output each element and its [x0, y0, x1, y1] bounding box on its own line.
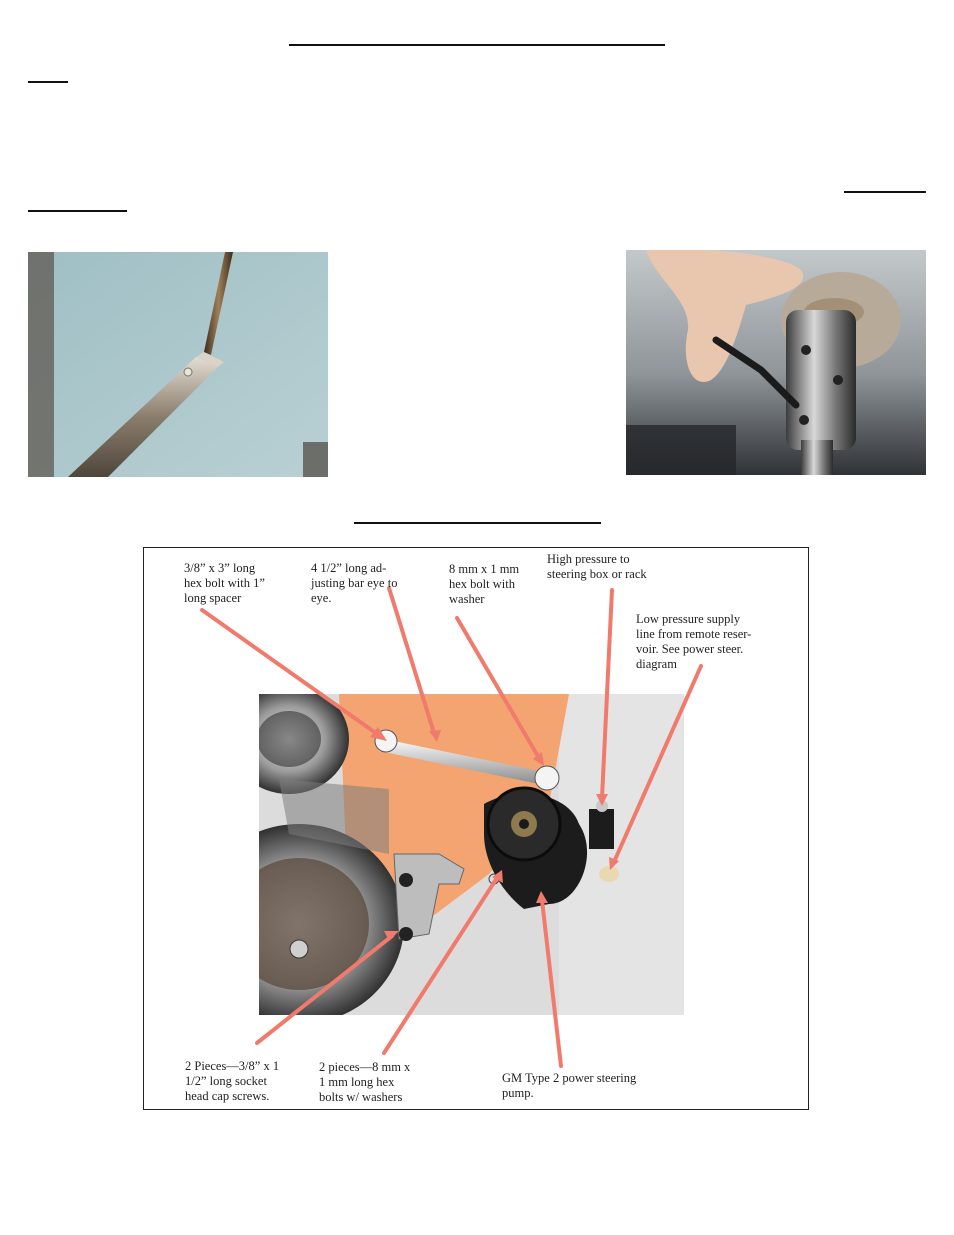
text-underline-left	[28, 210, 127, 212]
label-socket-screws: 2 Pieces—3/8” x 1 1/2” long socket head cap screws.	[185, 1059, 280, 1103]
label-adjusting-bar: 4 1/2” long ad- justing bar eye to eye.	[311, 561, 398, 605]
text-underline-right	[844, 191, 926, 193]
label-low-pressure: Low pressure supply line from remote reser- voir. See power steer. diagram	[636, 612, 752, 671]
diagram-section-underline	[354, 522, 601, 524]
title-underline	[289, 44, 665, 46]
note-underline	[28, 81, 68, 83]
label-hex-bolt-washer: 8 mm x 1 mm hex bolt with washer	[449, 562, 520, 606]
allen-wrench-photo	[626, 250, 926, 475]
label-hex-bolt-spacer: 3/8” x 3” long hex bolt with 1” long spacer	[184, 561, 265, 605]
label-pump: GM Type 2 power steering pump.	[502, 1071, 637, 1100]
label-long-hex-bolts: 2 pieces—8 mm x 1 mm long hex bolts w/ washers	[319, 1060, 411, 1104]
pump-bracket-diagram	[143, 547, 809, 1110]
drilling-photo	[28, 252, 328, 477]
label-high-pressure: High pressure to steering box or rack	[547, 552, 647, 581]
